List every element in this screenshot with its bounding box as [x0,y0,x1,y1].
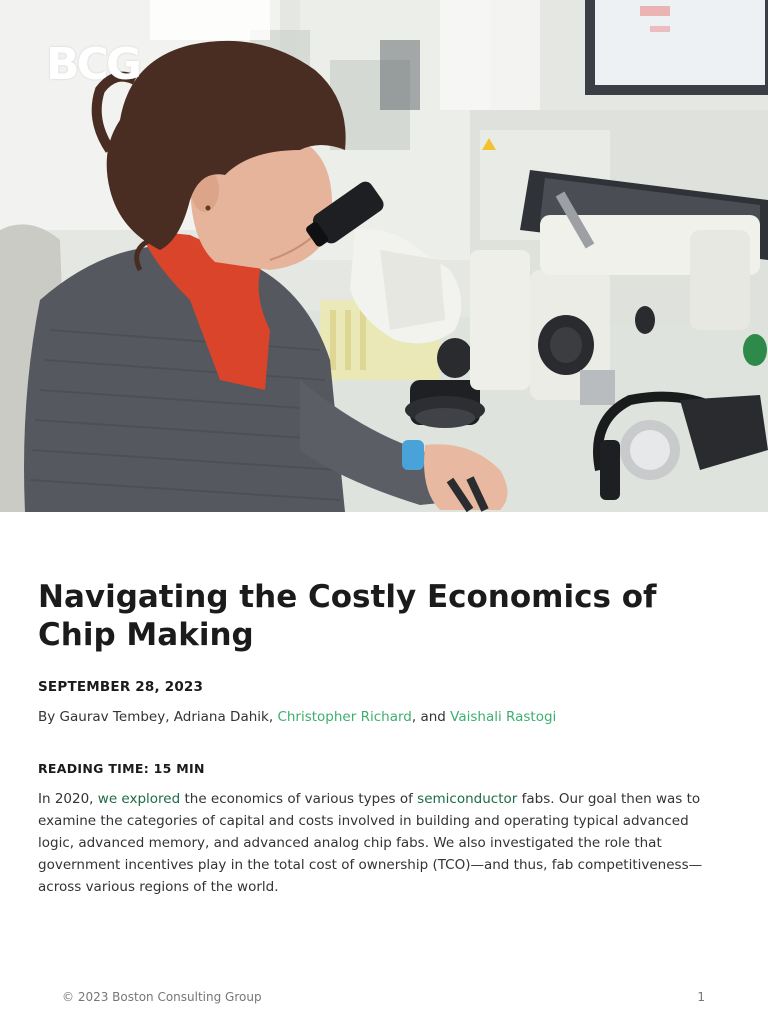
byline-joiner: , and [411,709,451,725]
bcg-logo: BCG [46,39,139,90]
reading-time: READING TIME: 15 MIN [38,761,205,776]
byline-prefix: By Gaurav Tembey, Adriana Dahik, [38,709,278,725]
semiconductor-link[interactable]: semiconductor [417,791,518,807]
copyright-notice: © 2023 Boston Consulting Group [62,990,262,1004]
page-number: 1 [697,990,705,1004]
author-link-vaishali-rastogi[interactable]: Vaishali Rastogi [450,709,557,725]
paragraph-text-2: the economics of various types of [180,791,418,807]
article-title: Navigating the Costly Economics of Chip Making [38,579,657,653]
paragraph-text-1: In 2020, [38,791,98,807]
author-byline [38,709,556,725]
author-link-christopher-richard[interactable]: Christopher Richard [277,709,412,725]
intro-paragraph [38,788,728,898]
paragraph-text-3: fabs. Our goal then was to examine the categories of capital and costs involved in building and operating typical advanced logic, advanced memory, and advanced analog chip fabs. We also investigated the role that government incentives play in the total cost of ownership (TCO)—and thus, fab competitiveness—across various regions of the world. [38,791,703,895]
we-explored-link[interactable]: we explored [97,791,181,807]
publication-date: SEPTEMBER 28, 2023 [38,679,204,695]
